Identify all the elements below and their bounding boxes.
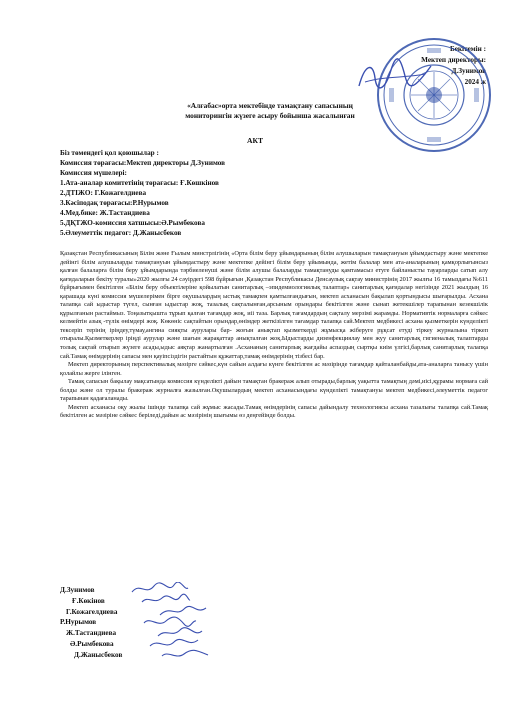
approval-line: Бекітемін : [449, 45, 486, 53]
act-heading: АКТ [246, 136, 264, 145]
signer-name: Ғ.Көкінов [72, 596, 105, 605]
document-body [60, 250, 488, 421]
commission-line: Біз төмендегі қол қоюшылар : [60, 149, 159, 157]
commission-block [60, 148, 480, 238]
title-line: «Алғабас»орта мектебінде тамақтану сапасының [187, 101, 353, 110]
signer-name: Д.Жанысбеков [74, 650, 123, 659]
commission-line: 5.Әлеуметтік педагог: Д.Жанысбеков [60, 229, 182, 237]
commission-line: 3.Кәсіподақ төрағасы:Р.Нурымов [60, 199, 169, 207]
title-line: мониторингін жүзеге асыру бойынша жасалынған [185, 110, 355, 120]
commission-line: Комиссия төрағасы:Мектеп директоры Д.Зунимов [60, 159, 226, 167]
commission-line: 4.Мед.бике: Ж.Тастандиева [60, 209, 150, 217]
signer-name: Д.Зунимов [60, 586, 95, 594]
body-paragraph: Қазақстан Республикасының Білім және Ғылым минстрлігінің «Орта білім беру ұйымдарының білім алушыларын тамақтануын ұйымдастыру және мектепке дейінгі білім алушыларды тамақтануын ұйымдастыру және мектепке дейінгі білім беру ұйымында, жетім балалар мен ата-аналарының қамқорлығынсыз қалған балаларға білім беру ұйымдарында тәрбиеленуші және білім алушы балаларды тамақтануды қамтамасыз етуге байланысты тауарларды сатып алу қағидаларын бекіту туралы»2020 жылғы 24 сәуірдегі 598 бұйрығын ,Қазақстан Республикасы Денсаулық сақтау министрінің 2017 жылғы 16 тамыздағы №611 бұйрығымен бекітілген «Білім беру объектілеріне қойылатын санитарлық –эпидемиологиялық талаптар» санитарлық қағидалар негізінде 2021 жылдың 16 қарашада күні комиссия мүшелерімен бірге оқушылардың ыстық тамақпен қамтылғандығын, мектеп асханасын бақылап қортындысы шығарылды. Асхана талапқа сай ыдыстар түгел, сынған ыдыстар жоқ, тазалық сақталынған,арсыным орындары бекітілген және сынап жетекшілер тарапынан кезекшілік құрылғанын растаймыз. Тоңазытқышта тұрып қалған тағамдар жоқ, иіі таза. Барлық тағамдардың сақталу мерзімі жарамды. Нормативтік нормаларға сәйкес келмейтін азық -түлік өнімдері жоқ. Көкөніс сақтайтын орындар,өнімдер жеткізілген тағамдар талапқа сай.Мектеп медбикесі асхана қызметкерін күнделікті тексеріп терінің іріңдеу,түмау,ангина сияқты аурулары бар- жоғын анықтап қызметкерді жұмысқа жіберуге рұқсат етуді тіркеу журналына тіркеп отыралы.Қызметкерлер іріңді аурулар және шағын жарақаттар анықталған жоқ.Ыдыстарды дизенфекциялау мен жуу санитарлық гигиеналық талаптарды толық сақтай отырып жүзеге асады,ыдыс аяқтар жанартылған .Асхананың санитарлық жағдайы аспаздың сыртқы киім үлгісі,барлық санитарлық талапқа сай.Тамақ өнімдерінің сапасы мен қауіпсіздігін растайтын құжаттар,тамақ өнімдерінің тізбесі бар. [60, 250, 488, 360]
body-paragraph: Мектеп директорының перспективалық мәзірге сәйкес,күн сайын алдағы күнге бекітілген ас мәзірінде тағамдар қайталанбайды,ата-аналарға танысу үшін қолайлы жерге ілінген. [60, 361, 488, 377]
signature-icon [160, 648, 210, 662]
body-paragraph: Тамақ сапасын бақылау мақсатында комиссия күнделікті дайын тамақтан бракераж алып отырады,барлық уақытта тамақтың дәмі,иісі,құрамы нормаға сай болды және ол туралы бракераж журналға жазылған.Оқушылардың мектеп асханасындағы күнделікті тамақтануы мектеп медбикесі,әлеуметтік педагог тарапынан қадағаланады. [60, 378, 488, 403]
body-paragraph: Мектеп асханасы оқу жылы ішінде талапқа сай жұмыс жасады.Тамақ өнімдерінің сапасы дайындалу технологиясы асхана тазалығы талапқа сай.Тамақ бекітілген ас мәзіріне сәйкес беріледі,дайын ас мәзірінің шығымы өз деңгейінде болды. [60, 403, 488, 420]
signer-name: Г.Кожагелдиева [66, 607, 118, 616]
approval-line: Мектеп директоры: [421, 56, 486, 64]
document-title [150, 101, 390, 120]
director-signature-icon [355, 56, 435, 96]
commission-line: Комиссия мүшелері: [60, 169, 127, 177]
commission-line: 1.Ата-аналар комитетінің төрағасы: Ғ.Көшкінов [60, 179, 219, 187]
signer-name: Ә.Рымбекова [70, 639, 114, 648]
signer-name: Ж.Тастандиева [66, 629, 117, 638]
approval-line: Д.Зунимов [451, 67, 486, 75]
commission-line: 2.ДТІЖО: Г.Кожагелдиева [60, 189, 147, 197]
approval-line: 2024 ж [464, 78, 486, 86]
signer-name: Р.Нурымов [60, 618, 97, 627]
commission-line: 5.ДҚТЖО-комиссия хатшысы:Ә.Рымбекова [60, 219, 205, 227]
